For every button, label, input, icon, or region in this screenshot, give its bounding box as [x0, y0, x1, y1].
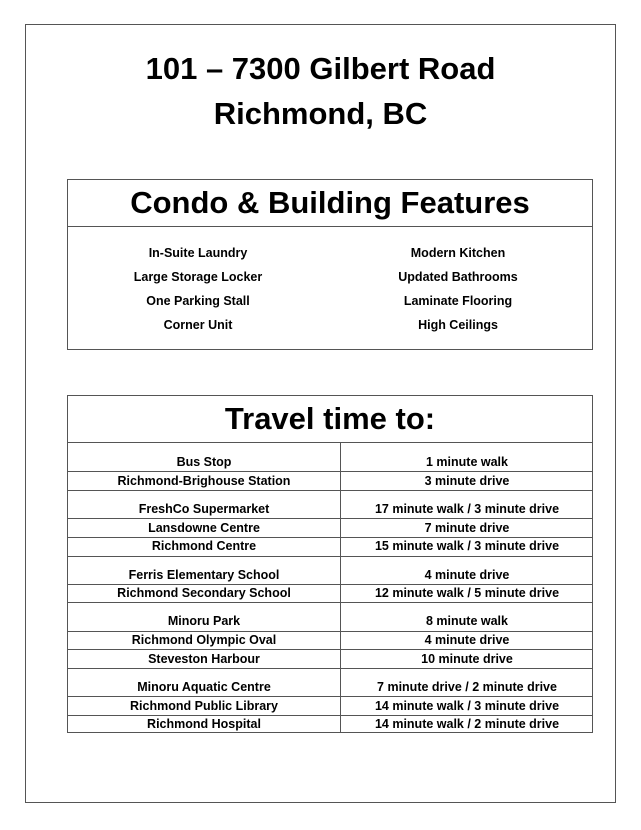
features-box — [67, 179, 593, 350]
travel-place: Lansdowne Centre — [148, 520, 260, 535]
feature-item: High Ceilings — [418, 318, 498, 332]
address-line-2: Richmond, BC — [213, 96, 428, 131]
features-left-column — [68, 241, 328, 337]
feature-item: Updated Bathrooms — [398, 270, 518, 284]
travel-place: Richmond Secondary School — [117, 586, 291, 601]
travel-time: 7 minute drive — [424, 520, 510, 535]
travel-place: Steveston Harbour — [148, 651, 260, 666]
travel-time: 4 minute drive — [424, 633, 510, 648]
travel-place: Richmond Hospital — [147, 717, 261, 732]
travel-place: Richmond Olympic Oval — [131, 633, 277, 648]
features-right-column — [328, 241, 588, 337]
address-line-1: 101 – 7300 Gilbert Road — [145, 51, 496, 86]
travel-time: 14 minute walk / 3 minute drive — [374, 698, 560, 713]
travel-time: 15 minute walk / 3 minute drive — [374, 539, 560, 554]
travel-time: 4 minute drive — [424, 567, 510, 582]
row-divider — [68, 490, 592, 491]
row-divider — [68, 556, 592, 557]
travel-place: Richmond Public Library — [130, 698, 278, 713]
travel-place: Richmond-Brighouse Station — [117, 473, 291, 488]
feature-item: Corner Unit — [163, 318, 233, 332]
travel-place: FreshCo Supermarket — [138, 501, 270, 516]
travel-time: 1 minute walk — [426, 455, 508, 469]
travel-time: 14 minute walk / 2 minute drive — [374, 717, 560, 732]
travel-time: 10 minute drive — [421, 651, 513, 666]
row-divider — [68, 668, 592, 669]
travel-table — [67, 395, 593, 733]
travel-time: 8 minute walk — [426, 614, 508, 629]
travel-place: Bus Stop — [176, 455, 232, 469]
travel-time: 7 minute drive / 2 minute drive — [377, 680, 557, 694]
travel-time: 3 minute drive — [424, 473, 510, 488]
feature-item: One Parking Stall — [146, 294, 250, 308]
travel-place: Minoru Park — [167, 614, 241, 629]
travel-time: 17 minute walk / 3 minute drive — [374, 501, 560, 516]
features-title: Condo & Building Features — [68, 180, 592, 227]
row-divider — [68, 602, 592, 603]
travel-place: Richmond Centre — [151, 539, 257, 554]
feature-item: Large Storage Locker — [133, 270, 263, 284]
feature-item: Modern Kitchen — [410, 246, 506, 260]
feature-item: Laminate Flooring — [403, 294, 513, 308]
travel-place: Minoru Aquatic Centre — [137, 680, 271, 694]
feature-item: In-Suite Laundry — [148, 246, 248, 260]
travel-time: 12 minute walk / 5 minute drive — [374, 586, 560, 601]
travel-place: Ferris Elementary School — [128, 567, 280, 582]
travel-title: Travel time to: — [68, 396, 592, 443]
